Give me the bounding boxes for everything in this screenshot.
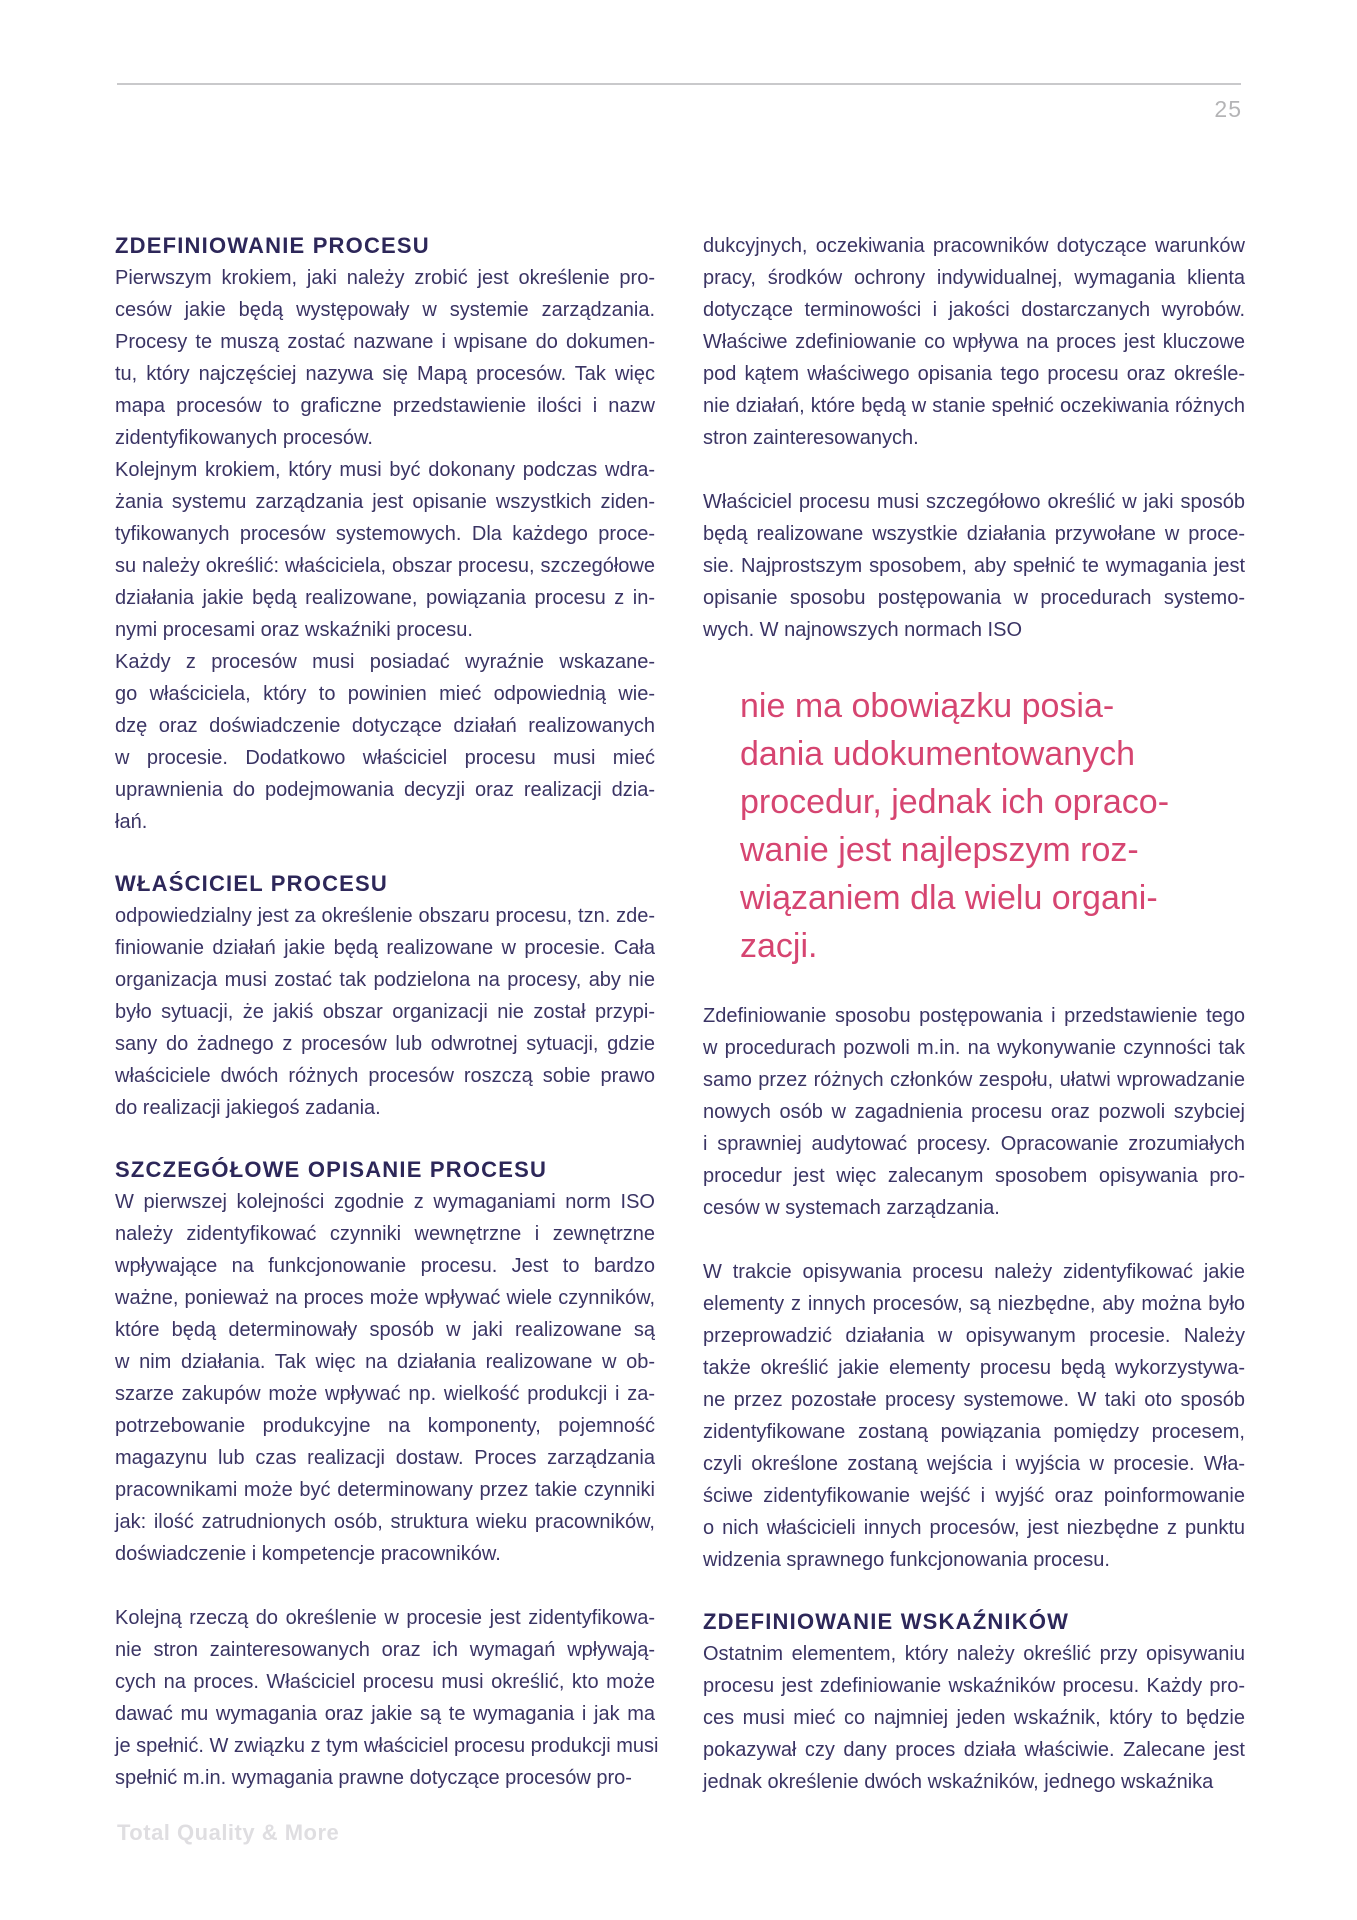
paragraph	[703, 1256, 1245, 1576]
text-line: mapa procesów to graficzne przedstawienie ilości i nazw	[115, 395, 655, 417]
text-line: nymi procesami oraz wskaźniki procesu.	[115, 619, 473, 641]
text-line: ces musi mieć co najmniej jeden wskaźnik, który to będzie	[703, 1707, 1245, 1729]
text-line: tyfikowanych procesów systemowych. Dla każdego proce-	[115, 523, 655, 545]
paragraph	[115, 1186, 655, 1570]
text-line: wpływające na funkcjonowanie procesu. Jest to bardzo	[115, 1255, 655, 1277]
text-line: czyli określone zostaną wejścia i wyjścia w procesie. Wła-	[703, 1453, 1245, 1475]
text-line: Kolejnym krokiem, który musi być dokonany podczas wdra-	[115, 459, 655, 481]
text-line: odpowiedzialny jest za określenie obszaru procesu, tzn. zde-	[115, 905, 655, 927]
text-line: magazynu lub czas realizacji dostaw. Proces zarządzania	[115, 1447, 655, 1469]
text-line: procedur jest więc zalecanym sposobem opisywania pro-	[703, 1165, 1245, 1187]
text-line: dawać mu wymagania oraz jakie są te wymagania i jak ma	[115, 1703, 655, 1725]
text-line: wych. W najnowszych normach ISO	[703, 619, 1022, 641]
text-line: w procedurach pozwoli m.in. na wykonywanie czynności tak	[703, 1037, 1245, 1059]
text-line: organizacja musi zostać tak podzielona na procesy, aby nie	[115, 969, 655, 991]
text-line: jednak określenie dwóch wskaźników, jednego wskaźnika	[703, 1771, 1214, 1793]
section-heading: ZDEFINIOWANIE WSKAŹNIKÓW	[703, 1609, 1070, 1634]
paragraph	[115, 1602, 659, 1794]
text-line: w nim działania. Tak więc na działania realizowane w ob-	[115, 1351, 655, 1373]
paragraph	[703, 486, 1245, 646]
text-line: cesów jakie będą występowały w systemie zarządzania.	[115, 299, 655, 321]
paragraph	[115, 646, 655, 838]
text-line: było sytuacji, że jakiś obszar organizacji nie został przypi-	[115, 1001, 655, 1023]
paragraph	[115, 262, 655, 454]
text-line: jak: ilość zatrudnionych osób, struktura wieku pracowników,	[115, 1511, 655, 1533]
pull-quote-line: wiązaniem dla wielu organi-	[740, 879, 1158, 917]
text-line: sany do żadnego z procesów lub odwrotnej sytuacji, gdzie	[115, 1033, 655, 1055]
paragraph	[703, 1000, 1245, 1224]
paragraph	[115, 454, 655, 646]
text-line: działania jakie będą realizowane, powiązania procesu z in-	[115, 587, 655, 609]
text-line: dotyczące terminowości i jakości dostarczanych wyrobów.	[703, 299, 1245, 321]
text-line: i sprawniej audytować procesy. Opracowanie zrozumiałych	[703, 1133, 1245, 1155]
text-line: Pierwszym krokiem, jaki należy zrobić jest określenie pro-	[115, 267, 655, 289]
text-line: je spełnić. W związku z tym właściciel procesu produkcji musi	[115, 1735, 659, 1757]
text-line: o nich właścicieli innych procesów, jest niezbędne z punktu	[703, 1517, 1245, 1539]
text-line: Właściciel procesu musi szczegółowo określić w jaki sposób	[703, 491, 1245, 513]
text-line: które będą determinowały sposób w jaki realizowane są	[115, 1319, 655, 1341]
text-line: ne przez pozostałe procesy systemowe. W taki oto sposób	[703, 1389, 1245, 1411]
text-line: finiowanie działań jakie będą realizowane w procesie. Cała	[115, 937, 655, 959]
text-line: spełnić m.in. wymagania prawne dotyczące procesów pro-	[115, 1767, 632, 1789]
paragraph	[703, 1638, 1245, 1798]
text-line: pracy, środków ochrony indywidualnej, wymagania klienta	[703, 267, 1245, 289]
page-number: 25	[1214, 96, 1242, 122]
text-line: doświadczenie i kompetencje pracowników.	[115, 1543, 501, 1565]
header-divider	[117, 83, 1241, 85]
text-line: uprawnienia do podejmowania decyzji oraz realizacji dzia-	[115, 779, 655, 801]
text-line: Każdy z procesów musi posiadać wyraźnie wskazane-	[115, 651, 655, 673]
right-text-column	[703, 230, 1245, 1798]
text-line: także określić jakie elementy procesu będą wykorzystywa-	[703, 1357, 1245, 1379]
text-line: samo przez różnych członków zespołu, ułatwi wprowadzanie	[703, 1069, 1245, 1091]
text-line: Kolejną rzeczą do określenie w procesie jest zidentyfikowa-	[115, 1607, 655, 1629]
text-line: nie stron zainteresowanych oraz ich wymagań wpływają-	[115, 1639, 655, 1661]
paragraph	[115, 900, 655, 1124]
text-line: dzę oraz doświadczenie dotyczące działań realizowanych	[115, 715, 655, 737]
text-line: pod kątem właściwego opisania tego procesu oraz określe-	[703, 363, 1245, 385]
text-line: nie działań, które będą w stanie spełnić oczekiwania różnych	[703, 395, 1245, 417]
paragraph-spacer	[703, 1224, 1245, 1256]
left-text-column	[115, 230, 659, 1794]
text-line: potrzebowanie produkcyjne na komponenty, pojemność	[115, 1415, 655, 1437]
text-line: W pierwszej kolejności zgodnie z wymaganiami norm ISO	[115, 1191, 655, 1213]
text-line: go właściciela, który to powinien mieć odpowiednią wie-	[115, 683, 655, 705]
text-line: elementy z innych procesów, są niezbędne, aby można było	[703, 1293, 1245, 1315]
text-line: su należy określić: właściciela, obszar procesu, szczegółowe	[115, 555, 655, 577]
paragraph-spacer	[115, 1570, 655, 1602]
text-line: ważne, ponieważ na proces może wpływać wiele czynników,	[115, 1287, 655, 1309]
text-line: zidentyfikowane zostaną powiązania pomiędzy procesem,	[703, 1421, 1245, 1443]
text-line: Procesy te muszą zostać nazwane i wpisane do dokumen-	[115, 331, 655, 353]
text-line: szarze zakupów może wpływać np. wielkość produkcji i za-	[115, 1383, 655, 1405]
pull-quote-line: dania udokumentowanych	[740, 735, 1136, 773]
text-line: w procesie. Dodatkowo właściciel procesu musi mieć	[115, 747, 655, 769]
pull-quote-line: zacji.	[740, 927, 818, 965]
text-line: żania systemu zarządzania jest opisanie wszystkich ziden-	[115, 491, 655, 513]
pull-quote-line: wanie jest najlepszym roz-	[740, 831, 1139, 869]
text-line: cych na proces. Właściciel procesu musi określić, kto może	[115, 1671, 655, 1693]
text-line: należy zidentyfikować czynniki wewnętrzne i zewnętrzne	[115, 1223, 655, 1245]
text-line: Właściwe zdefiniowanie co wpływa na proces jest kluczowe	[703, 331, 1245, 353]
text-line: zidentyfikowanych procesów.	[115, 427, 373, 449]
text-line: sie. Najprostszym sposobem, aby spełnić te wymagania jest	[703, 555, 1245, 577]
text-line: tu, który najczęściej nazywa się Mapą procesów. Tak więc	[115, 363, 655, 385]
text-line: procesu jest zdefiniowanie wskaźników procesu. Każdy pro-	[703, 1675, 1245, 1697]
text-line: będą realizowane wszystkie działania przywołane w proce-	[703, 523, 1245, 545]
text-line: stron zainteresowanych.	[703, 427, 919, 449]
text-line: przeprowadzić działania w opisywanym procesie. Należy	[703, 1325, 1245, 1347]
text-line: ściwe zidentyfikowanie wejść i wyjść oraz poinformowanie	[703, 1485, 1245, 1507]
text-line: W trakcie opisywania procesu należy zidentyfikować jakie	[703, 1261, 1245, 1283]
text-line: pracownikami może być determinowany przez takie czynniki	[115, 1479, 655, 1501]
pull-quote-line: nie ma obowiązku posia-	[740, 687, 1115, 725]
text-line: nowych osób w zagadnienia procesu oraz pozwoli szybciej	[703, 1101, 1245, 1123]
text-line: widzenia sprawnego funkcjonowania procesu.	[703, 1549, 1110, 1571]
pull-quote-line: procedur, jednak ich opraco-	[740, 783, 1170, 821]
text-line: właściciele dwóch różnych procesów roszczą sobie prawo	[115, 1065, 655, 1087]
text-line: łań.	[115, 811, 148, 833]
text-line: pokazywał czy dany proces działa właściwie. Zalecane jest	[703, 1739, 1245, 1761]
section-heading: WŁAŚCICIEL PROCESU	[115, 871, 388, 896]
paragraph	[703, 230, 1245, 454]
footer-brand: Total Quality & More	[117, 1820, 340, 1845]
text-line: do realizacji jakiegoś zadania.	[115, 1097, 381, 1119]
section-heading: SZCZEGÓŁOWE OPISANIE PROCESU	[115, 1157, 548, 1182]
text-line: opisanie sposobu postępowania w procedurach systemo-	[703, 587, 1245, 609]
text-line: Zdefiniowanie sposobu postępowania i przedstawienie tego	[703, 1005, 1245, 1027]
text-line: dukcyjnych, oczekiwania pracowników dotyczące warunków	[703, 235, 1245, 257]
pull-quote	[703, 682, 1245, 970]
section-heading: ZDEFINIOWANIE PROCESU	[115, 233, 430, 258]
text-line: Ostatnim elementem, który należy określić przy opisywaniu	[703, 1643, 1245, 1665]
paragraph-spacer	[703, 454, 1245, 486]
text-line: cesów w systemach zarządzania.	[703, 1197, 1000, 1219]
